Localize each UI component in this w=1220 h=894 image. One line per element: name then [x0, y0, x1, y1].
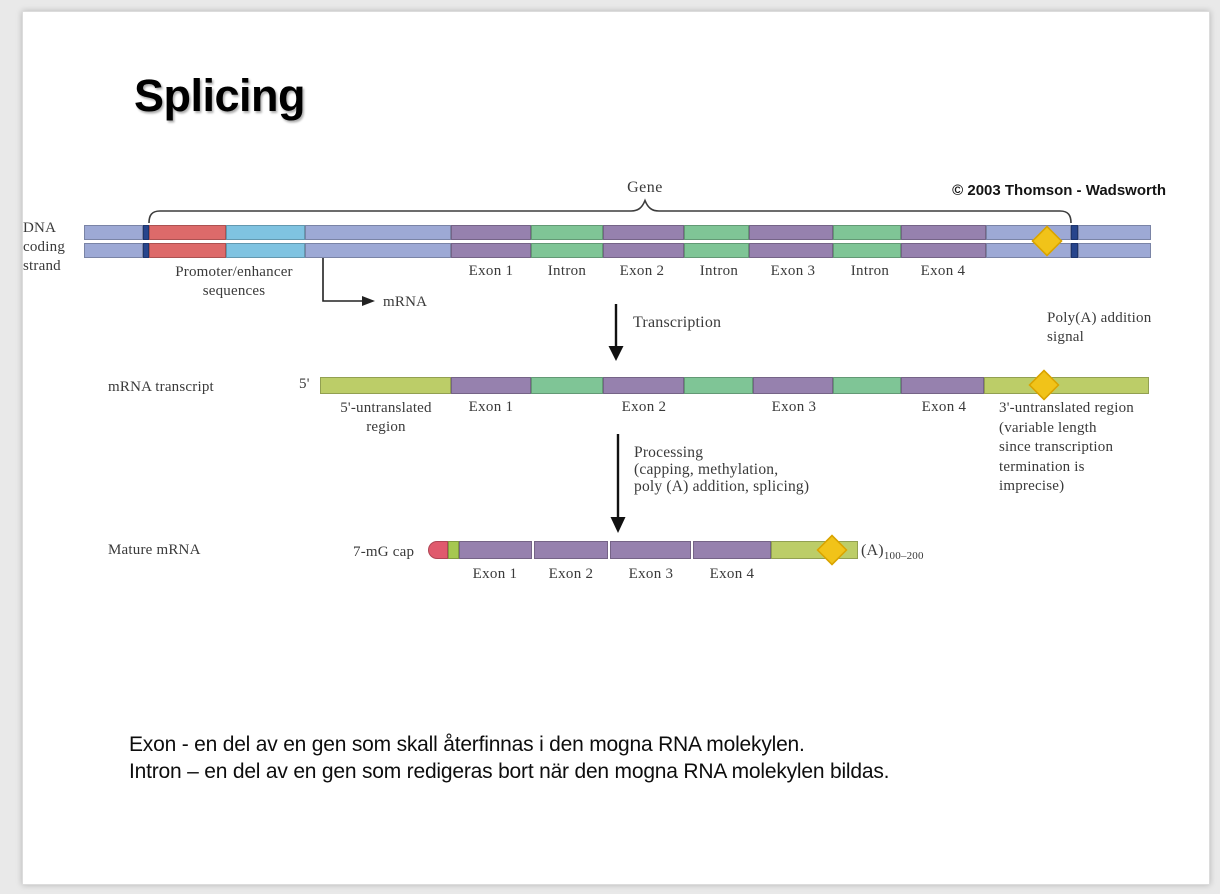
text-line: (variable length	[999, 419, 1097, 436]
bar-segment-purple	[603, 225, 684, 240]
mrna-transcript-bar	[320, 377, 1149, 394]
bar-segment-capgreen	[448, 541, 459, 559]
dna-strand-top	[84, 225, 1151, 240]
promoter-enhancer-label	[149, 263, 319, 301]
bar-segment-periwinkle	[1078, 225, 1151, 240]
bar-segment-yellowgreen	[984, 377, 1149, 394]
cap-label: 7-mG cap	[353, 544, 415, 560]
mature-segment-labels	[23, 566, 1209, 586]
text-line: 5'-untranslated	[340, 400, 432, 416]
polya-signal-diamond-transcript	[1028, 369, 1059, 400]
bar-segment-red	[149, 243, 226, 258]
segment-label: Exon 2	[621, 399, 667, 415]
segment-label: Exon 4	[920, 263, 966, 279]
text-line: strand	[23, 258, 61, 274]
bar-segment-purple	[451, 377, 531, 394]
bar-segment-purple	[901, 225, 986, 240]
bar-segment-skyblue	[226, 243, 305, 258]
slide-title: Splicing	[134, 70, 306, 121]
mrna-transcript-label: mRNA transcript	[108, 379, 214, 395]
text-line: Exon - en del av en gen som skall återfinnas i den mogna RNA molekylen.	[129, 733, 805, 756]
text-line: coding	[23, 239, 66, 255]
bar-segment-purple	[459, 541, 532, 559]
polya-tail-label	[861, 541, 924, 566]
text-line: Intron – en del av en gen som redigeras bort när den mogna RNA molekylen bildas.	[129, 760, 890, 783]
bar-segment-skyblue	[226, 225, 305, 240]
bar-segment-purple	[451, 243, 531, 258]
text-line: signal	[1047, 329, 1085, 345]
bar-segment-green	[531, 377, 603, 394]
polya-signal-diamond-mature	[816, 534, 847, 565]
bar-segment-purple	[610, 541, 691, 559]
bar-segment-purple	[901, 377, 984, 394]
bar-segment-purple	[901, 243, 986, 258]
bar-segment-periwinkle	[84, 225, 143, 240]
gene-bracket	[149, 201, 1071, 224]
segment-label: Exon 4	[709, 566, 755, 582]
utr3-label	[999, 399, 1134, 497]
text-line: (capping, methylation,	[634, 461, 779, 478]
bar-segment-purple	[603, 377, 684, 394]
bar-segment-capred	[428, 541, 448, 559]
bar-segment-purple	[534, 541, 608, 559]
segment-label: Exon 2	[548, 566, 594, 582]
segment-label: Exon 4	[921, 399, 967, 415]
bar-segment-navy	[1071, 243, 1078, 258]
bar-segment-purple	[749, 225, 833, 240]
text-line: Poly(A) addition	[1047, 310, 1152, 326]
bar-segment-periwinkle	[305, 225, 451, 240]
bar-segment-yellowgreen	[320, 377, 451, 394]
slide-page	[22, 11, 1210, 885]
bar-segment-green	[833, 243, 901, 258]
polya-a-text: (A)	[861, 542, 884, 559]
segment-label: Exon 1	[468, 399, 514, 415]
text-line: termination is	[999, 458, 1085, 475]
bar-segment-green	[684, 377, 753, 394]
segment-label: Intron	[699, 263, 739, 279]
segment-label: Intron	[850, 263, 890, 279]
text-line: since transcription	[999, 439, 1114, 455]
bar-segment-green	[684, 225, 749, 240]
bar-segment-green	[833, 377, 901, 394]
segment-label: Exon 3	[771, 399, 817, 415]
segment-label: Exon 1	[472, 566, 518, 582]
segment-label: Exon 1	[468, 263, 514, 279]
text-line: Promoter/enhancer	[175, 264, 293, 280]
dna-bar	[84, 225, 1151, 258]
text-line: poly (A) addition, splicing)	[634, 478, 810, 495]
segment-label: Intron	[547, 263, 587, 279]
mature-mrna-label: Mature mRNA	[108, 542, 201, 558]
bar-segment-green	[833, 225, 901, 240]
segment-label: Exon 3	[770, 263, 816, 279]
bar-segment-green	[531, 225, 603, 240]
text-line: Processing	[634, 444, 704, 461]
mature-mrna-bar	[428, 541, 858, 559]
copyright-text: © 2003 Thomson - Wadsworth	[952, 182, 1166, 199]
text-line: DNA	[23, 220, 57, 236]
utr5-label	[319, 399, 453, 437]
bar-segment-purple	[753, 377, 833, 394]
segment-label: Exon 2	[619, 263, 665, 279]
bar-segment-purple	[603, 243, 684, 258]
bar-segment-periwinkle	[84, 243, 143, 258]
polya-a-subscript: 100–200	[883, 550, 924, 563]
text-line: region	[366, 419, 406, 435]
bar-segment-purple	[451, 225, 531, 240]
gene-label: Gene	[627, 179, 663, 196]
bar-segment-green	[684, 243, 749, 258]
five-prime-label: 5'	[299, 376, 310, 392]
bar-segment-navy	[1071, 225, 1078, 240]
polya-addition-signal-label	[1047, 309, 1151, 347]
text-line: sequences	[202, 283, 266, 299]
processing-label	[634, 444, 809, 495]
bar-segment-purple	[749, 243, 833, 258]
dna-strand-bottom	[84, 243, 1151, 258]
text-line: 3'-untranslated region	[999, 400, 1134, 416]
bar-segment-green	[531, 243, 603, 258]
bar-segment-periwinkle	[305, 243, 451, 258]
definitions-text	[129, 731, 889, 785]
segment-label: Exon 3	[628, 566, 674, 582]
text-line: imprecise)	[999, 478, 1065, 494]
transcription-label: Transcription	[633, 314, 722, 331]
bar-segment-purple	[693, 541, 771, 559]
bar-segment-red	[149, 225, 226, 240]
bar-segment-periwinkle	[1078, 243, 1151, 258]
mrna-arrow-label: mRNA	[383, 294, 428, 310]
